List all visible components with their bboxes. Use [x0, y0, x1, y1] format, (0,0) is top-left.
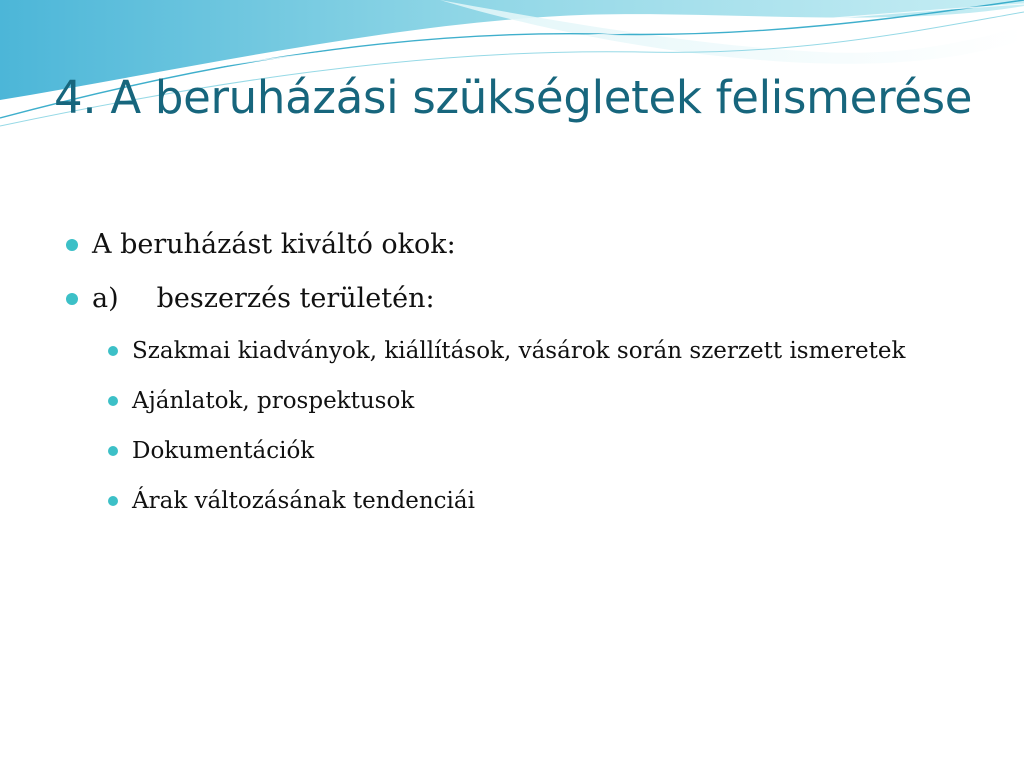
bullet-item [62, 278, 962, 320]
slide-content [62, 224, 962, 532]
sub-bullet-text: Szakmai kiadványok, kiállítások, vásárok során szerzett ismeretek [132, 338, 906, 364]
sub-bullet-dot-icon [108, 496, 118, 506]
bullet-item [62, 224, 962, 266]
bullet-text: beszerzés területén: [156, 283, 435, 314]
bullet-text: A beruházást kiváltó okok: [92, 229, 456, 260]
sub-bullet-item [102, 482, 962, 520]
bullet-label: a) [92, 283, 119, 314]
bullet-dot-icon [66, 293, 78, 305]
slide-title: 4. A beruházási szükségletek felismerése [54, 71, 973, 124]
sub-bullet-text: Ajánlatok, prospektusok [132, 388, 415, 414]
sub-bullet-item [102, 332, 962, 370]
sub-bullet-item [102, 382, 962, 420]
sub-bullet-dot-icon [108, 396, 118, 406]
sub-bullet-text: Árak változásának tendenciái [132, 488, 475, 514]
bullet-dot-icon [66, 239, 78, 251]
sub-bullet-text: Dokumentációk [132, 438, 315, 464]
sub-bullet-dot-icon [108, 446, 118, 456]
sub-bullet-dot-icon [108, 346, 118, 356]
sub-bullet-item [102, 432, 962, 470]
